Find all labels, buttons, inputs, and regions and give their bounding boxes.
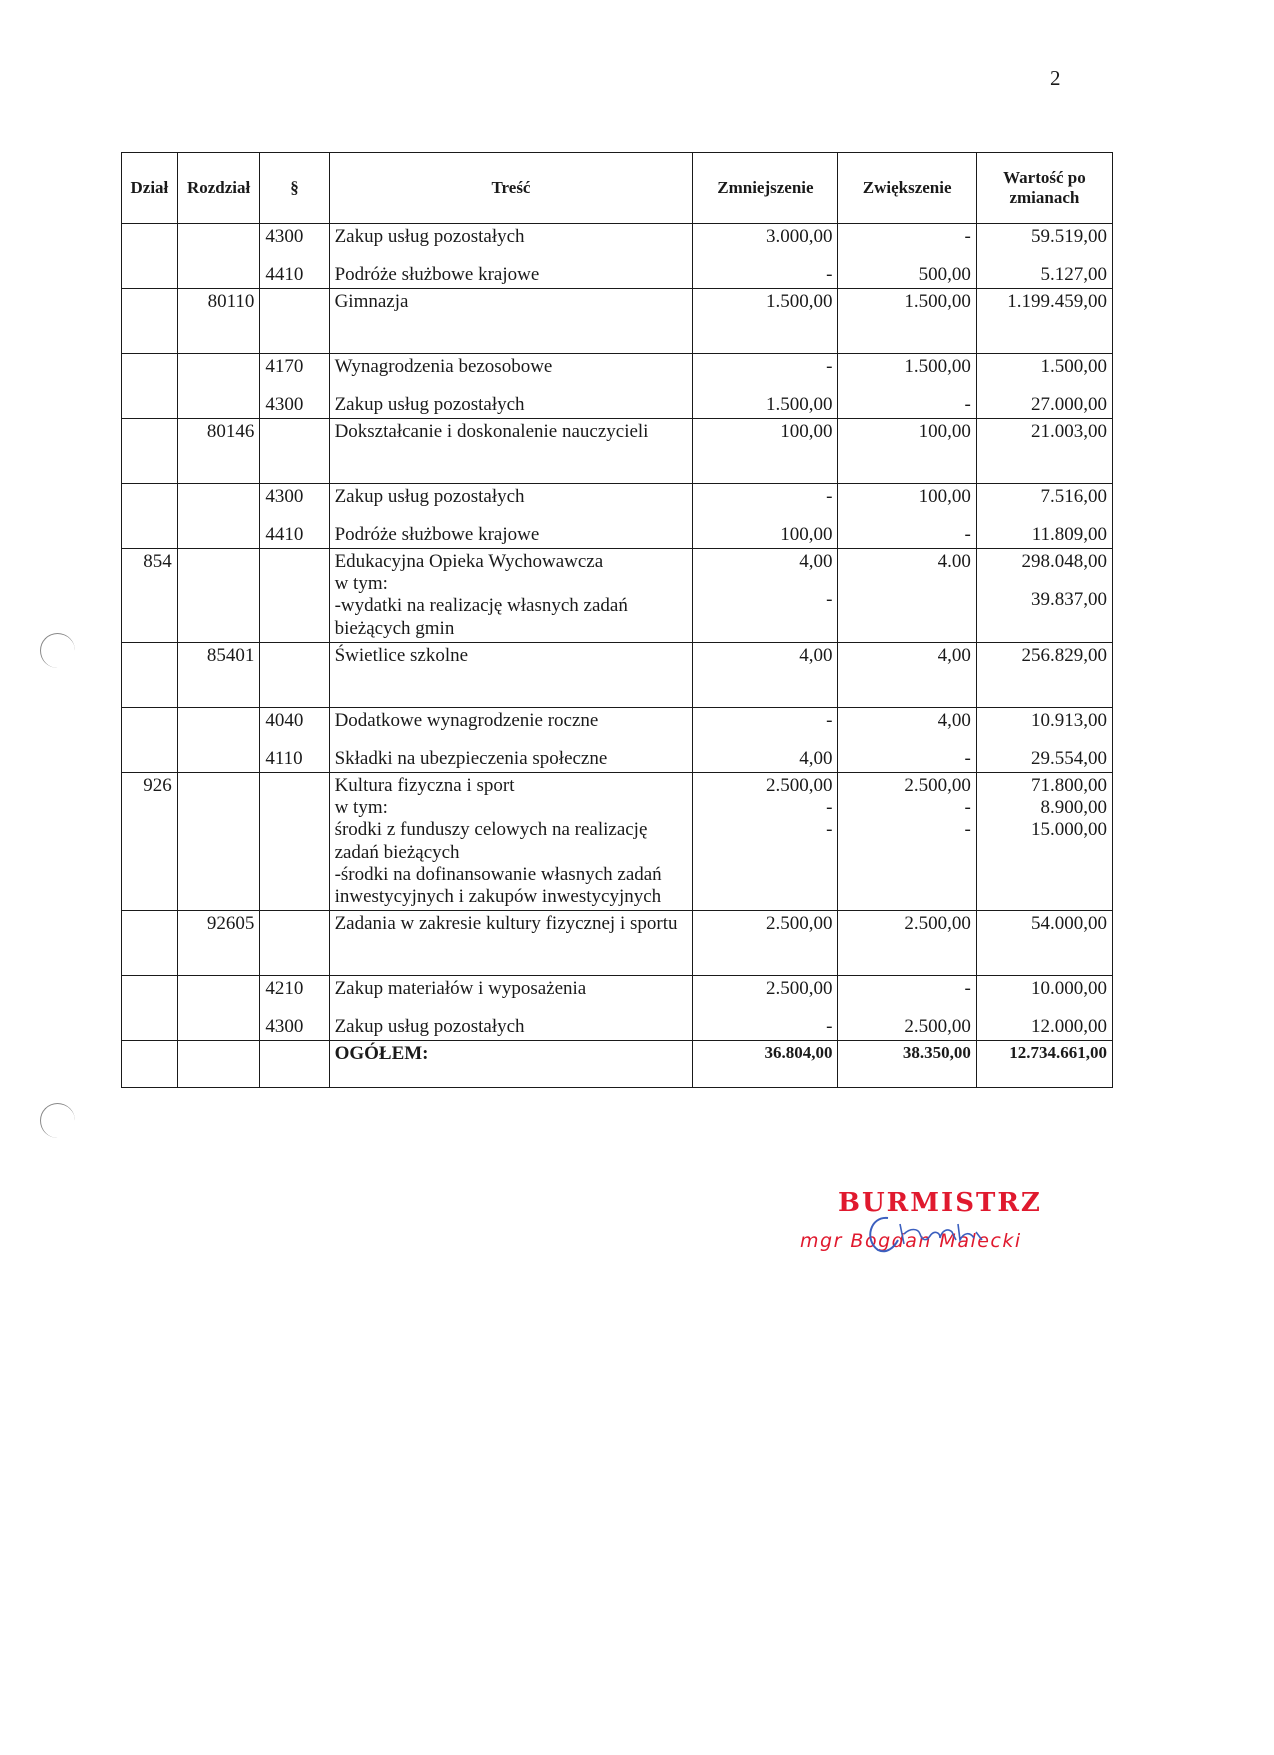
cell-wartosc-line: 15.000,00 bbox=[1031, 819, 1107, 841]
cell-paragraf bbox=[260, 772, 329, 910]
total-empty-cell bbox=[177, 1041, 260, 1088]
cell-dzial bbox=[122, 289, 178, 354]
page-number: 2 bbox=[1050, 66, 1061, 90]
cell-wartosc-stack bbox=[982, 710, 1107, 770]
cell-zwiekszenie-stack bbox=[843, 356, 970, 416]
cell-rozdzial bbox=[177, 549, 260, 643]
cell-tresc-stack bbox=[335, 486, 688, 546]
cell-dzial bbox=[122, 484, 178, 549]
cell-dzial-stack bbox=[127, 978, 172, 1038]
budget-table bbox=[121, 152, 1113, 1088]
cell-tresc-stack bbox=[335, 710, 688, 770]
cell-paragraf-stack bbox=[265, 291, 323, 351]
cell-zwiekszenie-line: 100,00 bbox=[918, 421, 971, 442]
total-zmniejszenie: 36.804,00 bbox=[693, 1041, 838, 1088]
cell-rozdzial-stack bbox=[183, 978, 255, 1038]
cell-wartosc bbox=[976, 642, 1112, 707]
cell-dzial bbox=[122, 976, 178, 1041]
cell-zwiekszenie-line: - bbox=[964, 978, 971, 1000]
cell-wartosc bbox=[976, 549, 1112, 643]
cell-rozdzial-stack bbox=[183, 775, 255, 835]
cell-zmniejszenie bbox=[693, 642, 838, 707]
cell-zmniejszenie-line: 4,00 bbox=[799, 644, 833, 666]
cell-paragraf bbox=[260, 642, 329, 707]
header-wartosc: Wartość po zmianach bbox=[976, 153, 1112, 224]
cell-dzial-line: 926 bbox=[143, 774, 172, 796]
cell-zmniejszenie bbox=[693, 484, 838, 549]
cell-zwiekszenie-stack bbox=[843, 913, 970, 973]
cell-rozdzial-stack bbox=[183, 291, 255, 351]
cell-wartosc-line: 59.519,00 bbox=[1031, 226, 1107, 247]
cell-zmniejszenie-stack bbox=[698, 913, 832, 973]
cell-zmniejszenie-line: 2.500,00 bbox=[765, 978, 833, 1000]
punch-hole-mark bbox=[40, 1103, 75, 1138]
cell-tresc-line: Gimnazja bbox=[334, 291, 409, 312]
cell-tresc-stack bbox=[335, 421, 688, 481]
cell-rozdzial bbox=[177, 289, 260, 354]
cell-dzial bbox=[122, 354, 178, 419]
cell-zmniejszenie-stack bbox=[698, 775, 832, 842]
cell-dzial-stack bbox=[127, 775, 172, 835]
cell-zmniejszenie bbox=[693, 772, 838, 910]
cell-zwiekszenie-stack bbox=[843, 226, 970, 286]
cell-tresc-line: Dokształcanie i doskonalenie nauczycieli bbox=[334, 421, 649, 442]
cell-zwiekszenie-line: - bbox=[964, 393, 971, 415]
cell-tresc bbox=[329, 772, 693, 910]
cell-zwiekszenie-stack bbox=[843, 486, 970, 546]
cell-wartosc-stack bbox=[982, 486, 1107, 546]
cell-wartosc-line: 54.000,00 bbox=[1031, 913, 1107, 935]
cell-dzial-stack bbox=[127, 226, 172, 286]
table-row bbox=[122, 642, 1113, 707]
cell-zmniejszenie bbox=[693, 354, 838, 419]
table-body bbox=[122, 224, 1113, 1041]
cell-zmniejszenie-line: 100,00 bbox=[780, 421, 833, 442]
cell-zmniejszenie bbox=[693, 224, 838, 289]
cell-tresc-stack bbox=[335, 291, 688, 351]
cell-zmniejszenie-line: 100,00 bbox=[780, 523, 833, 545]
total-empty-cell bbox=[122, 1041, 178, 1088]
cell-zwiekszenie bbox=[838, 289, 976, 354]
cell-paragraf-stack bbox=[265, 551, 323, 611]
cell-wartosc-stack bbox=[982, 775, 1107, 842]
cell-wartosc-line: 21.003,00 bbox=[1031, 421, 1107, 442]
cell-zwiekszenie-line: 2.500,00 bbox=[904, 913, 971, 935]
cell-zwiekszenie-line: - bbox=[964, 747, 971, 769]
cell-tresc-line: środki z funduszy celowych na realizację zadań bieżących bbox=[334, 819, 648, 863]
cell-wartosc bbox=[976, 419, 1112, 484]
cell-dzial bbox=[122, 707, 178, 772]
cell-tresc-line: w tym: bbox=[334, 797, 388, 819]
cell-dzial bbox=[122, 772, 178, 910]
cell-dzial-stack bbox=[127, 421, 172, 481]
cell-paragraf-line: 4300 bbox=[265, 1015, 304, 1037]
cell-zmniejszenie-line: 4,00 bbox=[799, 551, 833, 572]
cell-wartosc-stack bbox=[982, 645, 1107, 705]
cell-paragraf-stack bbox=[265, 775, 323, 835]
cell-zmniejszenie bbox=[693, 707, 838, 772]
cell-zwiekszenie bbox=[838, 707, 976, 772]
cell-paragraf bbox=[260, 976, 329, 1041]
table-row bbox=[122, 549, 1113, 643]
cell-tresc-line: Dodatkowe wynagrodzenie roczne bbox=[334, 709, 599, 731]
cell-dzial-stack bbox=[127, 913, 172, 973]
cell-rozdzial-stack bbox=[183, 486, 255, 546]
cell-zwiekszenie bbox=[838, 976, 976, 1041]
cell-zwiekszenie-line: 4,00 bbox=[937, 644, 971, 666]
cell-wartosc-stack bbox=[982, 291, 1107, 351]
table-header-row bbox=[122, 153, 1113, 224]
cell-paragraf-line: 4300 bbox=[265, 393, 304, 415]
cell-wartosc-line: 71.800,00 bbox=[1031, 774, 1107, 796]
cell-dzial bbox=[122, 224, 178, 289]
total-empty-cell bbox=[260, 1041, 329, 1088]
cell-rozdzial-stack bbox=[183, 645, 255, 705]
cell-zwiekszenie bbox=[838, 911, 976, 976]
cell-rozdzial bbox=[177, 976, 260, 1041]
cell-zwiekszenie-line: - bbox=[964, 819, 971, 841]
cell-wartosc bbox=[976, 484, 1112, 549]
cell-zwiekszenie bbox=[838, 354, 976, 419]
cell-tresc bbox=[329, 976, 693, 1041]
cell-wartosc-line: 256.829,00 bbox=[1021, 644, 1107, 666]
cell-rozdzial bbox=[177, 911, 260, 976]
header-dzial: Dział bbox=[122, 153, 178, 224]
table-row bbox=[122, 976, 1113, 1041]
cell-paragraf-stack bbox=[265, 356, 323, 416]
cell-zwiekszenie-line: 1.500,00 bbox=[904, 291, 971, 312]
header-zmniejszenie: Zmniejszenie bbox=[693, 153, 838, 224]
cell-zwiekszenie-stack bbox=[843, 775, 970, 842]
cell-tresc-line: Świetlice szkolne bbox=[334, 644, 469, 666]
cell-tresc-line: w tym: bbox=[334, 573, 388, 595]
cell-rozdzial-stack bbox=[183, 226, 255, 286]
cell-rozdzial bbox=[177, 354, 260, 419]
cell-zmniejszenie-line: 2.500,00 bbox=[765, 913, 833, 935]
cell-tresc-line: Zakup usług pozostałych bbox=[334, 1015, 525, 1037]
cell-zmniejszenie bbox=[693, 419, 838, 484]
cell-paragraf bbox=[260, 549, 329, 643]
cell-zwiekszenie-line: 2.500,00 bbox=[904, 1015, 971, 1037]
cell-rozdzial bbox=[177, 772, 260, 910]
cell-zwiekszenie-line: 4.00 bbox=[937, 551, 971, 572]
cell-wartosc-line: 8.900,00 bbox=[1040, 797, 1107, 819]
cell-zwiekszenie-stack bbox=[843, 421, 970, 481]
cell-tresc bbox=[329, 549, 693, 643]
cell-dzial bbox=[122, 549, 178, 643]
cell-zwiekszenie-line: 4,00 bbox=[937, 709, 971, 731]
cell-paragraf bbox=[260, 289, 329, 354]
table-row bbox=[122, 224, 1113, 289]
cell-tresc bbox=[329, 484, 693, 549]
cell-zmniejszenie-line: - bbox=[826, 588, 833, 610]
cell-paragraf-line: 4410 bbox=[265, 263, 304, 285]
cell-tresc-line: Zakup usług pozostałych bbox=[334, 486, 525, 507]
cell-dzial-stack bbox=[127, 356, 172, 416]
cell-zwiekszenie-line: 2.500,00 bbox=[904, 774, 971, 796]
cell-zmniejszenie-stack bbox=[698, 486, 832, 546]
cell-tresc-stack bbox=[335, 913, 688, 973]
cell-zmniejszenie-stack bbox=[698, 421, 832, 481]
header-paragraf: § bbox=[260, 153, 329, 224]
cell-paragraf-stack bbox=[265, 645, 323, 705]
cell-zwiekszenie-line: 500,00 bbox=[918, 263, 971, 285]
cell-tresc-line: Zadania w zakresie kultury fizycznej i sportu bbox=[334, 913, 678, 935]
handwritten-signature bbox=[860, 1210, 1010, 1256]
cell-paragraf-line: 4300 bbox=[265, 226, 304, 247]
cell-wartosc-line: 5.127,00 bbox=[1040, 263, 1107, 285]
cell-zwiekszenie bbox=[838, 484, 976, 549]
cell-zmniejszenie bbox=[693, 911, 838, 976]
cell-wartosc bbox=[976, 289, 1112, 354]
cell-dzial-stack bbox=[127, 710, 172, 770]
total-row bbox=[122, 1041, 1113, 1088]
cell-wartosc-line: 1.500,00 bbox=[1040, 356, 1107, 377]
cell-wartosc-line: 12.000,00 bbox=[1031, 1015, 1107, 1037]
cell-tresc-stack bbox=[335, 775, 688, 908]
table-row bbox=[122, 419, 1113, 484]
table-row bbox=[122, 707, 1113, 772]
cell-tresc bbox=[329, 419, 693, 484]
cell-zwiekszenie-line: 100,00 bbox=[918, 486, 971, 507]
cell-dzial-stack bbox=[127, 551, 172, 611]
cell-tresc bbox=[329, 224, 693, 289]
signature-title: BURMISTRZ bbox=[838, 1188, 1042, 1218]
total-label: OGÓŁEM: bbox=[329, 1041, 693, 1088]
table-row bbox=[122, 354, 1113, 419]
cell-zwiekszenie-line: 1.500,00 bbox=[904, 356, 971, 377]
cell-dzial-line: 854 bbox=[143, 551, 172, 572]
cell-zwiekszenie-line: - bbox=[964, 523, 971, 545]
cell-tresc bbox=[329, 354, 693, 419]
cell-zwiekszenie bbox=[838, 772, 976, 910]
cell-zmniejszenie-stack bbox=[698, 551, 832, 611]
cell-wartosc-line: 11.809,00 bbox=[1031, 523, 1107, 545]
cell-dzial bbox=[122, 642, 178, 707]
cell-zmniejszenie-line: 1.500,00 bbox=[765, 291, 833, 312]
header-rozdzial: Rozdział bbox=[177, 153, 260, 224]
cell-zmniejszenie-line: 2.500,00 bbox=[765, 774, 833, 796]
cell-paragraf bbox=[260, 911, 329, 976]
cell-rozdzial-stack bbox=[183, 551, 255, 611]
cell-paragraf bbox=[260, 707, 329, 772]
punch-hole-mark bbox=[40, 633, 75, 668]
cell-wartosc-line: 298.048,00 bbox=[1021, 551, 1107, 572]
cell-zwiekszenie bbox=[838, 642, 976, 707]
cell-zmniejszenie-stack bbox=[698, 645, 832, 705]
cell-wartosc bbox=[976, 911, 1112, 976]
cell-dzial bbox=[122, 911, 178, 976]
cell-wartosc-stack bbox=[982, 356, 1107, 416]
cell-paragraf-stack bbox=[265, 486, 323, 546]
cell-tresc-line: Kultura fizyczna i sport bbox=[334, 774, 515, 796]
cell-wartosc bbox=[976, 976, 1112, 1041]
cell-tresc-stack bbox=[335, 645, 688, 705]
cell-zmniejszenie-line: 3.000,00 bbox=[765, 226, 833, 247]
cell-rozdzial bbox=[177, 642, 260, 707]
cell-tresc-line: -wydatki na realizację własnych zadań bieżących gmin bbox=[334, 595, 628, 639]
cell-zmniejszenie-stack bbox=[698, 356, 832, 416]
cell-tresc-stack bbox=[335, 551, 688, 640]
cell-tresc-line: -środki na dofinansowanie własnych zadań inwestycyjnych i zakupów inwestycyjnych bbox=[334, 863, 662, 907]
cell-tresc-line: Wynagrodzenia bezosobowe bbox=[334, 356, 553, 377]
cell-zmniejszenie-line: - bbox=[826, 797, 833, 819]
table-row bbox=[122, 911, 1113, 976]
cell-rozdzial-stack bbox=[183, 913, 255, 973]
cell-rozdzial-line: 85401 bbox=[206, 644, 255, 666]
cell-zmniejszenie-line: - bbox=[826, 819, 833, 841]
cell-wartosc-stack bbox=[982, 978, 1107, 1038]
cell-zmniejszenie-line: - bbox=[826, 486, 833, 507]
cell-tresc-line: Podróże służbowe krajowe bbox=[334, 523, 540, 545]
total-zwiekszenie: 38.350,00 bbox=[838, 1041, 976, 1088]
header-zwiekszenie: Zwiększenie bbox=[838, 153, 976, 224]
cell-zmniejszenie-line: - bbox=[826, 709, 833, 731]
cell-rozdzial-line: 92605 bbox=[206, 913, 255, 935]
cell-zmniejszenie-stack bbox=[698, 226, 832, 286]
cell-paragraf bbox=[260, 354, 329, 419]
cell-wartosc-line: 10.913,00 bbox=[1031, 709, 1107, 731]
cell-zwiekszenie-stack bbox=[843, 551, 970, 611]
cell-paragraf-stack bbox=[265, 913, 323, 973]
cell-zmniejszenie-line: 1.500,00 bbox=[765, 393, 833, 415]
cell-wartosc-line: 7.516,00 bbox=[1040, 486, 1107, 507]
signature-block bbox=[800, 1188, 1100, 1252]
cell-paragraf-stack bbox=[265, 226, 323, 286]
header-tresc: Treść bbox=[329, 153, 693, 224]
cell-rozdzial-stack bbox=[183, 356, 255, 416]
cell-tresc-line: Edukacyjna Opieka Wychowawcza bbox=[334, 551, 604, 572]
cell-paragraf bbox=[260, 224, 329, 289]
cell-zmniejszenie bbox=[693, 289, 838, 354]
table-row bbox=[122, 484, 1113, 549]
cell-paragraf bbox=[260, 419, 329, 484]
cell-rozdzial-line: 80110 bbox=[207, 291, 255, 312]
cell-zwiekszenie-stack bbox=[843, 710, 970, 770]
cell-rozdzial bbox=[177, 419, 260, 484]
cell-zwiekszenie-stack bbox=[843, 291, 970, 351]
cell-paragraf-line: 4300 bbox=[265, 486, 304, 507]
cell-zwiekszenie bbox=[838, 224, 976, 289]
cell-paragraf-stack bbox=[265, 978, 323, 1038]
cell-paragraf-line: 4110 bbox=[265, 747, 303, 769]
cell-wartosc bbox=[976, 772, 1112, 910]
cell-paragraf-stack bbox=[265, 710, 323, 770]
cell-paragraf-line: 4170 bbox=[265, 356, 304, 377]
cell-dzial-stack bbox=[127, 291, 172, 351]
cell-wartosc-line: 27.000,00 bbox=[1031, 393, 1107, 415]
cell-zwiekszenie-line: - bbox=[964, 226, 971, 247]
total-wartosc: 12.734.661,00 bbox=[976, 1041, 1112, 1088]
cell-wartosc bbox=[976, 224, 1112, 289]
cell-tresc bbox=[329, 911, 693, 976]
cell-wartosc-stack bbox=[982, 551, 1107, 611]
cell-wartosc-line: 1.199.459,00 bbox=[1007, 291, 1107, 312]
cell-wartosc-stack bbox=[982, 421, 1107, 481]
cell-dzial bbox=[122, 419, 178, 484]
cell-rozdzial-line: 80146 bbox=[206, 421, 255, 442]
cell-dzial-stack bbox=[127, 486, 172, 546]
cell-wartosc-stack bbox=[982, 226, 1107, 286]
cell-zmniejszenie-stack bbox=[698, 978, 832, 1038]
cell-tresc-line: Zakup usług pozostałych bbox=[334, 226, 525, 247]
cell-zmniejszenie-line: - bbox=[826, 356, 833, 377]
cell-wartosc-line: 29.554,00 bbox=[1031, 747, 1107, 769]
cell-wartosc-stack bbox=[982, 913, 1107, 973]
cell-tresc-line: Podróże służbowe krajowe bbox=[334, 263, 540, 285]
cell-rozdzial bbox=[177, 707, 260, 772]
cell-tresc-stack bbox=[335, 356, 688, 416]
cell-zmniejszenie bbox=[693, 976, 838, 1041]
cell-tresc bbox=[329, 642, 693, 707]
cell-tresc-stack bbox=[335, 978, 688, 1038]
cell-paragraf-line: 4210 bbox=[265, 978, 304, 1000]
cell-dzial-stack bbox=[127, 645, 172, 705]
cell-wartosc bbox=[976, 707, 1112, 772]
cell-paragraf-stack bbox=[265, 421, 323, 481]
cell-wartosc-line: 10.000,00 bbox=[1031, 978, 1107, 1000]
cell-zmniejszenie-stack bbox=[698, 291, 832, 351]
cell-tresc-stack bbox=[335, 226, 688, 286]
cell-tresc bbox=[329, 289, 693, 354]
cell-rozdzial bbox=[177, 224, 260, 289]
cell-tresc-line: Składki na ubezpieczenia społeczne bbox=[334, 747, 608, 769]
cell-wartosc-line: 39.837,00 bbox=[1031, 588, 1107, 610]
cell-zwiekszenie bbox=[838, 549, 976, 643]
cell-tresc-line: Zakup usług pozostałych bbox=[334, 393, 525, 415]
table-row bbox=[122, 772, 1113, 910]
cell-zwiekszenie-stack bbox=[843, 645, 970, 705]
signature-name: mgr Bogdan Malecki bbox=[800, 1230, 1022, 1252]
cell-rozdzial-stack bbox=[183, 710, 255, 770]
cell-tresc bbox=[329, 707, 693, 772]
cell-paragraf-line: 4410 bbox=[265, 523, 304, 545]
cell-zwiekszenie bbox=[838, 419, 976, 484]
cell-zmniejszenie-stack bbox=[698, 710, 832, 770]
cell-zwiekszenie-stack bbox=[843, 978, 970, 1038]
cell-zmniejszenie-line: 4,00 bbox=[799, 747, 833, 769]
cell-tresc-line: Zakup materiałów i wyposażenia bbox=[334, 978, 587, 1000]
cell-zmniejszenie-line: - bbox=[826, 263, 833, 285]
cell-rozdzial bbox=[177, 484, 260, 549]
cell-paragraf-line: 4040 bbox=[265, 709, 304, 731]
cell-zmniejszenie bbox=[693, 549, 838, 643]
cell-wartosc bbox=[976, 354, 1112, 419]
cell-paragraf bbox=[260, 484, 329, 549]
cell-zwiekszenie-line: - bbox=[964, 797, 971, 819]
table-row bbox=[122, 289, 1113, 354]
cell-zmniejszenie-line: - bbox=[826, 1015, 833, 1037]
cell-rozdzial-stack bbox=[183, 421, 255, 481]
